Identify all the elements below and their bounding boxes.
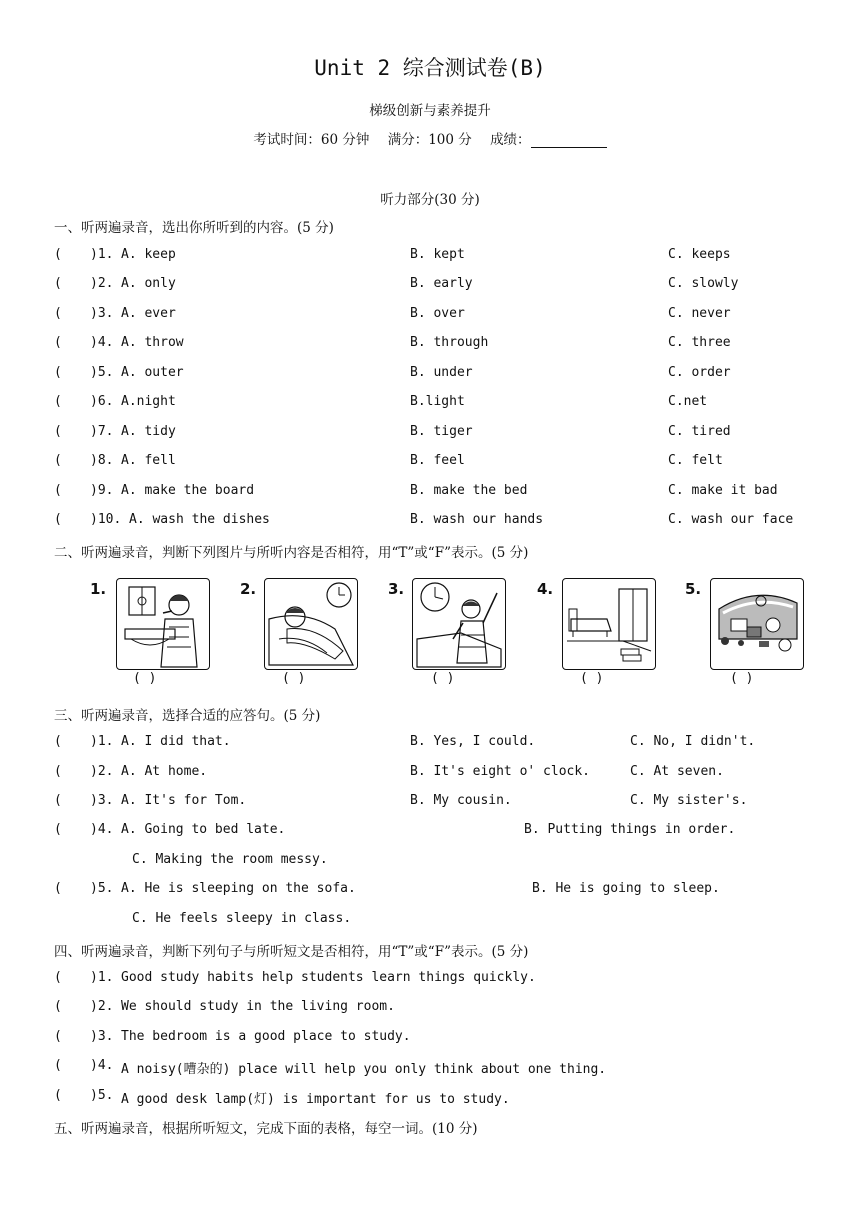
option-c: C. My sister's. bbox=[630, 793, 748, 808]
page-subtitle: 梯级创新与素养提升 bbox=[369, 103, 491, 119]
answer-paren[interactable]: ( bbox=[54, 424, 62, 439]
option-c: C.net bbox=[668, 394, 708, 409]
section4-heading: 四、听两遍录音，判断下列句子与所听短文是否相符，用“T”或“F”表示。(5 分) bbox=[54, 944, 529, 960]
option-b: B. Yes, I could. bbox=[410, 734, 536, 749]
s3-question-3 bbox=[54, 793, 814, 813]
option-c: C. never bbox=[668, 306, 731, 321]
answer-paren[interactable]: ( bbox=[54, 970, 62, 985]
tidy-bedroom-icon bbox=[563, 579, 655, 669]
picture-number: 3. bbox=[388, 580, 405, 598]
option-a: A. ever bbox=[121, 306, 176, 321]
question-number: )2. bbox=[90, 276, 114, 291]
s3-q5-option-c: C. He feels sleepy in class. bbox=[132, 911, 352, 926]
answer-paren[interactable]: ( bbox=[54, 999, 62, 1014]
option-c: C. keeps bbox=[668, 247, 731, 262]
answer-paren[interactable]: ( bbox=[54, 247, 62, 262]
answer-paren[interactable]: ( bbox=[54, 881, 62, 896]
full-score: 满分：100 分 bbox=[387, 132, 472, 148]
answer-paren[interactable]: ( bbox=[54, 1029, 62, 1044]
boy-sleeping-in-bed-icon bbox=[265, 579, 357, 669]
exam-time: 考试时间：60 分钟 bbox=[253, 132, 370, 148]
s3-question-4 bbox=[54, 822, 814, 842]
answer-paren[interactable]: ( bbox=[54, 453, 62, 468]
answer-parentheses[interactable]: ( ) bbox=[431, 671, 455, 686]
option-b: B. wash our hands bbox=[410, 512, 544, 527]
statement-text: A good desk lamp(灯) is important for us to study. bbox=[121, 1092, 510, 1107]
boy-waking-up-picture bbox=[412, 578, 506, 670]
option-c: C. wash our face bbox=[668, 512, 794, 527]
option-a: A. throw bbox=[121, 335, 184, 350]
option-c: C. tired bbox=[668, 424, 731, 439]
answer-parentheses[interactable]: ( ) bbox=[730, 671, 754, 686]
question-number: )9. bbox=[90, 483, 114, 498]
option-a: A.night bbox=[121, 394, 176, 409]
answer-paren[interactable]: ( bbox=[54, 1088, 62, 1103]
question-number: )2. bbox=[90, 999, 114, 1014]
answer-paren[interactable]: ( bbox=[54, 394, 62, 409]
s1-question-4 bbox=[54, 335, 814, 355]
picture-number: 2. bbox=[240, 580, 257, 598]
answer-parentheses[interactable]: ( ) bbox=[580, 671, 604, 686]
s1-question-1 bbox=[54, 247, 814, 267]
option-c: C. make it bad bbox=[668, 483, 778, 498]
section5-heading: 五、听两遍录音，根据所听短文，完成下面的表格，每空一词。(10 分) bbox=[54, 1121, 478, 1137]
question-number: )3. bbox=[90, 1029, 114, 1044]
s4-statement-5 bbox=[54, 1088, 814, 1108]
question-number: )4. bbox=[90, 335, 114, 350]
option-c: C. At seven. bbox=[630, 764, 724, 779]
option-b: B. under bbox=[410, 365, 473, 380]
statement-text: Good study habits help students learn things quickly. bbox=[121, 970, 536, 985]
option-a: A. He is sleeping on the sofa. bbox=[121, 881, 356, 896]
option-b: B. feel bbox=[410, 453, 465, 468]
answer-paren[interactable]: ( bbox=[54, 512, 62, 527]
option-a: A. tidy bbox=[121, 424, 176, 439]
option-a: A. Going to bed late. bbox=[121, 822, 286, 837]
option-b: B. tiger bbox=[410, 424, 473, 439]
option-c: C. order bbox=[668, 365, 731, 380]
answer-paren[interactable]: ( bbox=[54, 276, 62, 291]
option-a: A. only bbox=[121, 276, 176, 291]
option-b: B. Putting things in order. bbox=[524, 822, 736, 837]
answer-paren[interactable]: ( bbox=[54, 793, 62, 808]
option-a: A. I did that. bbox=[121, 734, 231, 749]
option-c: C. three bbox=[668, 335, 731, 350]
question-number: )6. bbox=[90, 394, 114, 409]
question-number: )1. bbox=[90, 247, 114, 262]
section2-heading: 二、听两遍录音，判断下列图片与所听内容是否相符，用“T”或“F”表示。(5 分) bbox=[54, 545, 529, 561]
option-c: C. felt bbox=[668, 453, 723, 468]
section1-heading: 一、听两遍录音，选出你所听到的内容。(5 分) bbox=[54, 220, 334, 236]
s3-question-2 bbox=[54, 764, 814, 784]
exam-info bbox=[0, 128, 860, 148]
question-number: )5. bbox=[90, 881, 114, 896]
option-c: C. No, I didn't. bbox=[630, 734, 756, 749]
question-number: )1. bbox=[90, 970, 114, 985]
tidy-bedroom-picture bbox=[562, 578, 656, 670]
option-a: A. It's for Tom. bbox=[121, 793, 247, 808]
listening-part-heading: 听力部分(30 分) bbox=[380, 192, 480, 208]
option-b: B. through bbox=[410, 335, 489, 350]
s4-statement-2 bbox=[54, 999, 814, 1019]
answer-paren[interactable]: ( bbox=[54, 335, 62, 350]
option-b: B. My cousin. bbox=[410, 793, 512, 808]
option-b: B. He is going to sleep. bbox=[532, 881, 720, 896]
picture-number: 4. bbox=[537, 580, 554, 598]
question-number: )5. bbox=[90, 1088, 114, 1103]
option-a: A. make the board bbox=[121, 483, 255, 498]
answer-paren[interactable]: ( bbox=[54, 306, 62, 321]
option-b: B. make the bed bbox=[410, 483, 528, 498]
s4-statement-4 bbox=[54, 1058, 814, 1078]
s3-question-1 bbox=[54, 734, 814, 754]
s1-question-6 bbox=[54, 394, 814, 414]
question-number: )3. bbox=[90, 306, 114, 321]
answer-paren[interactable]: ( bbox=[54, 764, 62, 779]
answer-paren[interactable]: ( bbox=[54, 734, 62, 749]
answer-paren[interactable]: ( bbox=[54, 365, 62, 380]
page-title: Unit 2 综合测试卷(B) bbox=[314, 56, 546, 80]
statement-text: We should study in the living room. bbox=[121, 999, 395, 1014]
s1-question-2 bbox=[54, 276, 814, 296]
score-label: 成绩： bbox=[490, 132, 531, 148]
option-b: B. early bbox=[410, 276, 473, 291]
s1-question-8 bbox=[54, 453, 814, 473]
s1-question-5 bbox=[54, 365, 814, 385]
picture-number: 1. bbox=[90, 580, 107, 598]
option-c: C. slowly bbox=[668, 276, 739, 291]
option-b: B. over bbox=[410, 306, 465, 321]
question-number: )3. bbox=[90, 793, 114, 808]
boy-sleeping-in-bed-picture bbox=[264, 578, 358, 670]
s3-question-5 bbox=[54, 881, 814, 901]
question-number: )8. bbox=[90, 453, 114, 468]
messy-room-icon bbox=[711, 579, 803, 669]
question-number: )7. bbox=[90, 424, 114, 439]
answer-paren[interactable]: ( bbox=[54, 483, 62, 498]
s1-question-10 bbox=[54, 512, 814, 532]
answer-paren[interactable]: ( bbox=[54, 1058, 62, 1073]
s4-statement-1 bbox=[54, 970, 814, 990]
option-b: B. It's eight o' clock. bbox=[410, 764, 591, 779]
s3-q4-option-c: C. Making the room messy. bbox=[132, 852, 328, 867]
answer-parentheses[interactable]: ( ) bbox=[282, 671, 306, 686]
option-a: A. wash the dishes bbox=[129, 512, 270, 527]
score-blank[interactable] bbox=[531, 133, 607, 148]
statement-text: The bedroom is a good place to study. bbox=[121, 1029, 411, 1044]
option-a: A. keep bbox=[121, 247, 176, 262]
messy-room-picture bbox=[710, 578, 804, 670]
s1-question-3 bbox=[54, 306, 814, 326]
s1-question-7 bbox=[54, 424, 814, 444]
option-b: B.light bbox=[410, 394, 465, 409]
section3-heading: 三、听两遍录音，选择合适的应答句。(5 分) bbox=[54, 708, 321, 724]
answer-paren[interactable]: ( bbox=[54, 822, 62, 837]
s1-question-9 bbox=[54, 483, 814, 503]
question-number: )2. bbox=[90, 764, 114, 779]
picture-number: 5. bbox=[685, 580, 702, 598]
statement-text: A noisy(嘈杂的) place will help you only think about one thing. bbox=[121, 1062, 607, 1077]
boy-waking-up-icon bbox=[413, 579, 505, 669]
s4-statement-3 bbox=[54, 1029, 814, 1049]
question-number: )1. bbox=[90, 734, 114, 749]
question-number: )4. bbox=[90, 1058, 114, 1073]
boy-brushing-teeth-picture bbox=[116, 578, 210, 670]
answer-parentheses[interactable]: ( ) bbox=[133, 671, 157, 686]
option-a: A. outer bbox=[121, 365, 184, 380]
option-a: A. At home. bbox=[121, 764, 208, 779]
question-number: )5. bbox=[90, 365, 114, 380]
option-b: B. kept bbox=[410, 247, 465, 262]
boy-brushing-teeth-icon bbox=[117, 579, 209, 669]
question-number: )10. bbox=[90, 512, 122, 527]
question-number: )4. bbox=[90, 822, 114, 837]
option-a: A. fell bbox=[121, 453, 176, 468]
